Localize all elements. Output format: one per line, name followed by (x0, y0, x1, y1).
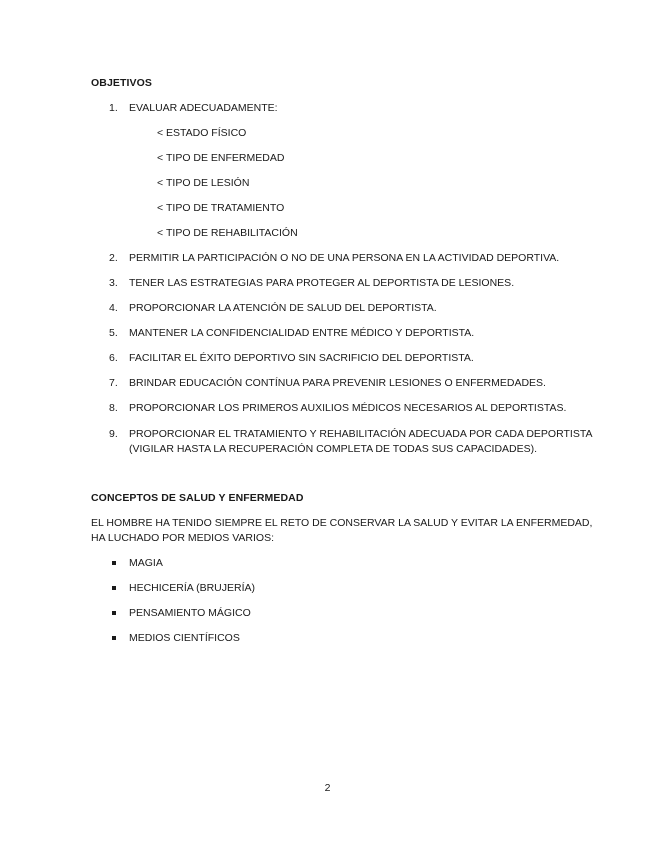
paragraph-line: HA LUCHADO POR MEDIOS VARIOS: (91, 532, 275, 544)
bullet-marker (112, 561, 116, 565)
sub-text: ESTADO FÍSICO (166, 127, 247, 139)
list-number: 6. (109, 352, 118, 364)
bullet-text: MEDIOS CIENTÍFICOS (129, 632, 240, 644)
bullet-marker (112, 586, 116, 590)
list-text: TENER LAS ESTRATEGIAS PARA PROTEGER AL DEPORTISTA DE LESIONES. (129, 277, 515, 289)
list-text: MANTENER LA CONFIDENCIALIDAD ENTRE MÉDICO Y DEPORTISTA. (129, 327, 475, 339)
list-text: PERMITIR LA PARTICIPACIÓN O NO DE UNA PERSONA EN LA ACTIVIDAD DEPORTIVA. (129, 252, 560, 264)
list-text: BRINDAR EDUCACIÓN CONTÍNUA PARA PREVENIR LESIONES O ENFERMEDADES. (129, 377, 546, 389)
list-number: 3. (109, 277, 118, 289)
sub-marker: < (157, 152, 164, 164)
list-number: 5. (109, 327, 118, 339)
sub-text: TIPO DE TRATAMIENTO (166, 202, 285, 214)
list-text: PROPORCIONAR LOS PRIMEROS AUXILIOS MÉDICOS NECESARIOS AL DEPORTISTAS. (129, 402, 567, 414)
list-number: 4. (109, 302, 118, 314)
list-number: 8. (109, 402, 118, 414)
bullet-marker (112, 636, 116, 640)
bullet-text: PENSAMIENTO MÁGICO (129, 607, 251, 619)
list-text: PROPORCIONAR LA ATENCIÓN DE SALUD DEL DEPORTISTA. (129, 302, 437, 314)
list-text: FACILITAR EL ÉXITO DEPORTIVO SIN SACRIFICIO DEL DEPORTISTA. (129, 352, 474, 364)
sub-text: TIPO DE ENFERMEDAD (166, 152, 285, 164)
sub-text: TIPO DE REHABILITACIÓN (166, 227, 298, 239)
bullet-text: HECHICERÍA (BRUJERÍA) (129, 582, 256, 594)
sub-marker: < (157, 202, 164, 214)
heading-conceptos: CONCEPTOS DE SALUD Y ENFERMEDAD (91, 492, 304, 504)
paragraph-line: EL HOMBRE HA TENIDO SIEMPRE EL RETO DE CONSERVAR LA SALUD Y EVITAR LA ENFERMEDAD, (91, 517, 593, 529)
list-number: 7. (109, 377, 118, 389)
list-number: 2. (109, 252, 118, 264)
heading-objetivos: OBJETIVOS (91, 77, 152, 89)
sub-marker: < (157, 177, 164, 189)
list-text: PROPORCIONAR EL TRATAMIENTO Y REHABILITACIÓN ADECUADA POR CADA DEPORTISTA (129, 428, 593, 440)
bullet-text: MAGIA (129, 557, 163, 569)
sub-marker: < (157, 127, 164, 139)
list-number: 1. (109, 102, 118, 114)
list-text: EVALUAR ADECUADAMENTE: (129, 102, 278, 114)
sub-marker: < (157, 227, 164, 239)
sub-text: TIPO DE LESIÓN (166, 177, 250, 189)
list-number: 9. (109, 428, 118, 440)
page-number: 2 (324, 782, 331, 794)
bullet-marker (112, 611, 116, 615)
list-text-continued: (VIGILAR HASTA LA RECUPERACIÓN COMPLETA DE TODAS SUS CAPACIDADES). (129, 443, 538, 455)
